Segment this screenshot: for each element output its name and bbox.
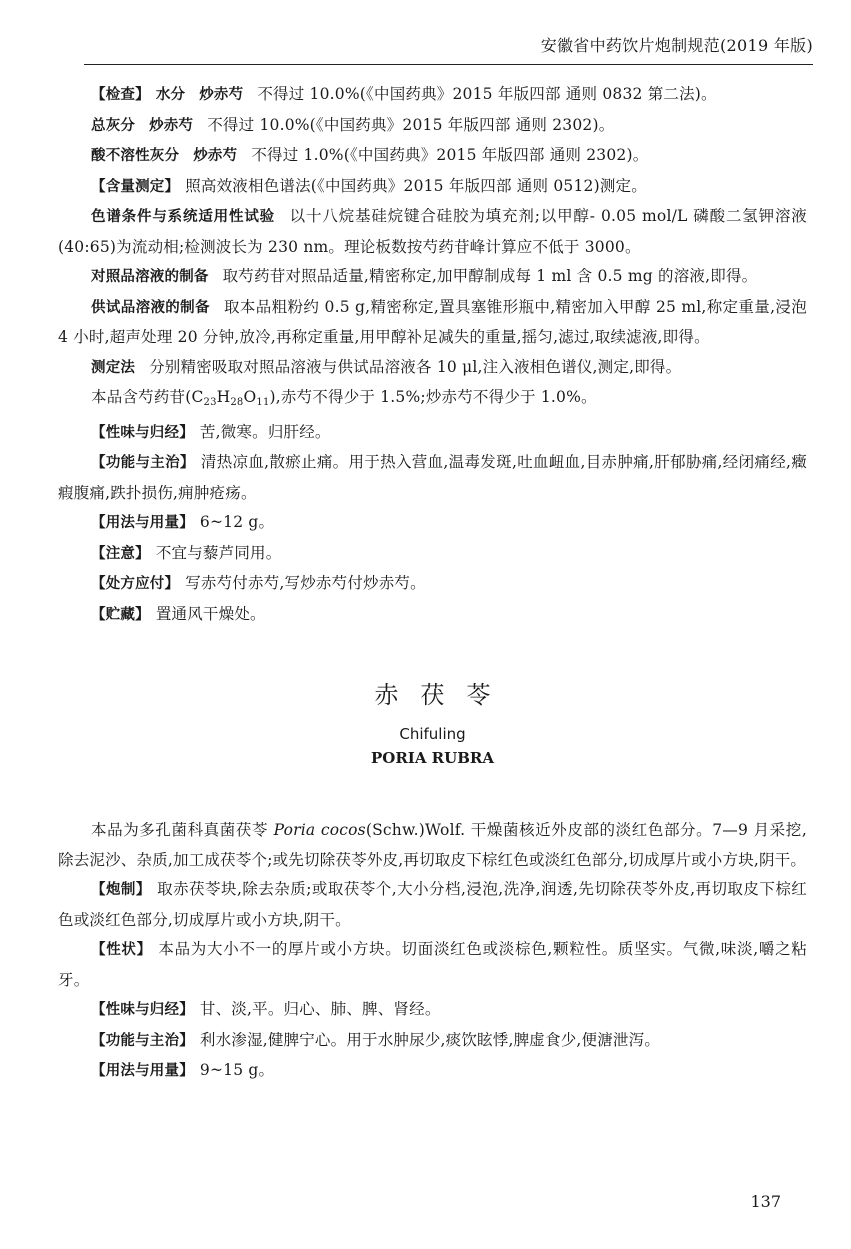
paragraph-text: 置通风干燥处。	[155, 604, 266, 623]
paragraph	[58, 935, 807, 995]
monograph-latin-name: PORIA RUBRA	[370, 749, 495, 767]
paragraph	[58, 875, 807, 935]
section-label: 【含量测定】	[91, 178, 180, 195]
subsection-label: 总灰分	[91, 117, 136, 134]
paragraph	[58, 262, 807, 293]
monograph-pinyin: Chifuling	[399, 725, 466, 743]
paragraph-text: (Schw.)Wolf. 干燥菌核近外皮部的淡红色部分。7—9 月采挖,除去泥沙、杂质,加工成茯苓个;或先切除茯苓外皮,再切取皮下棕红色或淡红色部分,切成厚片或小方块,阴干。	[58, 821, 807, 869]
paragraph	[58, 172, 807, 203]
paragraph	[58, 539, 807, 570]
section-chishao-tail	[58, 80, 807, 630]
paragraph	[58, 111, 807, 142]
paragraph-text: 不得过 10.0%(《中国药典》2015 年版四部 通则 2302)。	[207, 115, 615, 134]
paragraph	[58, 293, 807, 353]
formula-subscript: 28	[230, 397, 244, 408]
page-content	[58, 80, 807, 1087]
section-label: 【性味与归经】	[91, 424, 194, 441]
running-header	[84, 32, 813, 65]
paragraph-text: 6~12 g。	[199, 513, 275, 531]
paragraph	[58, 569, 807, 600]
subsection-label: 水分	[155, 87, 186, 103]
subsection-label: 色谱条件与系统适用性试验	[91, 209, 276, 225]
paragraph	[58, 141, 807, 172]
paragraph-text: 分别精密吸取对照品溶液与供试品溶液各 10 μl,注入液相色谱仪,测定,即得。	[149, 357, 682, 376]
section-chifuling	[58, 816, 807, 1087]
paragraph-text: H	[216, 388, 231, 406]
paragraph-text: 写赤芍付赤芍,写炒赤芍付炒赤芍。	[185, 574, 426, 592]
paragraph	[58, 995, 807, 1026]
section-label: 【性状】	[91, 942, 152, 958]
paragraph	[58, 1056, 807, 1087]
section-label: 【用法与用量】	[91, 1063, 194, 1079]
subsection-label: 测定法	[91, 359, 136, 376]
paragraph	[58, 600, 807, 631]
paragraph-text: 不得过 1.0%(《中国药典》2015 年版四部 通则 2302)。	[251, 146, 649, 164]
paragraph	[58, 816, 807, 875]
subsection-label: 炒赤芍	[149, 117, 194, 134]
paragraph-text: 取赤茯苓块,除去杂质;或取茯苓个,大小分档,浸泡,洗净,润透,先切除茯苓外皮,再切取皮下棕红色或淡红色部分,切成厚片或小方块,阴干。	[58, 880, 807, 929]
subsection-label: 供试品溶液的制备	[91, 299, 210, 316]
paragraph-text: 利水渗湿,健脾宁心。用于水肿尿少,痰饮眩悸,脾虚食少,便溏泄泻。	[199, 1030, 661, 1049]
section-label: 【功能与主治】	[91, 1032, 194, 1049]
paragraph-text: 不得过 10.0%(《中国药典》2015 年版四部 通则 0832 第二法)。	[257, 85, 717, 103]
paragraph-text: O	[243, 388, 257, 406]
section-label: 【检查】	[91, 87, 150, 103]
section-label: 【用法与用量】	[91, 515, 194, 531]
section-label: 【炮制】	[91, 882, 151, 898]
section-label: 【性味与归经】	[91, 1002, 194, 1018]
paragraph	[58, 202, 807, 262]
paragraph	[58, 353, 807, 384]
paragraph-text: 9~15 g。	[199, 1061, 275, 1079]
header-title: 安徽省中药饮片炮制规范(2019 年版)	[540, 36, 813, 55]
paragraph-text: ),赤芍不得少于 1.5%;炒赤芍不得少于 1.0%。	[269, 388, 597, 406]
paragraph-text: 取本品粗粉约 0.5 g,精密称定,置具塞锥形瓶中,精密加入甲醇 25 ml,称定重量,浸泡 4 小时,超声处理 20 分钟,放冷,再称定重量,用甲醇补足减失的重量,摇匀,滤过,取续滤液,即得。	[58, 297, 807, 346]
subsection-label: 对照品溶液的制备	[91, 269, 209, 285]
page-number: 137	[750, 1192, 781, 1211]
paragraph-text: 照高效液相色谱法(《中国药典》2015 年版四部 通则 0512)测定。	[185, 176, 647, 195]
paragraph	[58, 418, 807, 449]
section-label: 【功能与主治】	[91, 455, 195, 471]
paragraph-text: 不宜与藜芦同用。	[155, 543, 282, 562]
paragraph	[58, 383, 807, 418]
latin-species-name: Poria cocos	[273, 821, 366, 839]
subsection-label: 酸不溶性灰分	[91, 148, 180, 164]
paragraph-text: 以十八烷基硅烷键合硅胶为填充剂;以甲醇- 0.05 mol/L 磷酸二氢钾溶液(40:65)为流动相;检测波长为 230 nm。理论板数按芍药苷峰计算应不低于 3000。	[58, 207, 807, 256]
paragraph	[58, 80, 807, 111]
section-label: 【贮藏】	[91, 606, 150, 623]
subsection-label: 炒赤芍	[199, 87, 244, 103]
paragraph	[58, 508, 807, 539]
section-label: 【处方应付】	[91, 576, 180, 592]
subsection-label: 炒赤芍	[193, 148, 238, 164]
paragraph-text: 甘、淡,平。归心、肺、脾、肾经。	[199, 1000, 441, 1018]
section-label: 【注意】	[91, 545, 150, 562]
paragraph-text: 取芍药苷对照品适量,精密称定,加甲醇制成每 1 ml 含 0.5 mg 的溶液,即得。	[222, 267, 758, 285]
paragraph	[58, 1026, 807, 1057]
monograph-heading	[58, 678, 807, 770]
monograph-title: 赤茯苓	[374, 681, 513, 709]
paragraph-text: 苦,微寒。归肝经。	[199, 422, 331, 441]
paragraph	[58, 448, 807, 508]
paragraph-text: 本品为大小不一的厚片或小方块。切面淡红色或淡棕色,颗粒性。质坚实。气微,味淡,嚼之粘牙。	[58, 940, 807, 989]
paragraph-text: 清热凉血,散瘀止痛。用于热入营血,温毒发斑,吐血衄血,目赤肿痛,肝郁胁痛,经闭痛经,癥瘕腹痛,跌扑损伤,痈肿疮疡。	[58, 453, 808, 502]
formula-subscript: 23	[203, 397, 217, 408]
paragraph-text: 本品为多孔菌科真菌茯苓	[91, 821, 274, 839]
formula-subscript: 11	[256, 397, 270, 408]
paragraph-text: 本品含芍药苷(C	[91, 388, 204, 406]
